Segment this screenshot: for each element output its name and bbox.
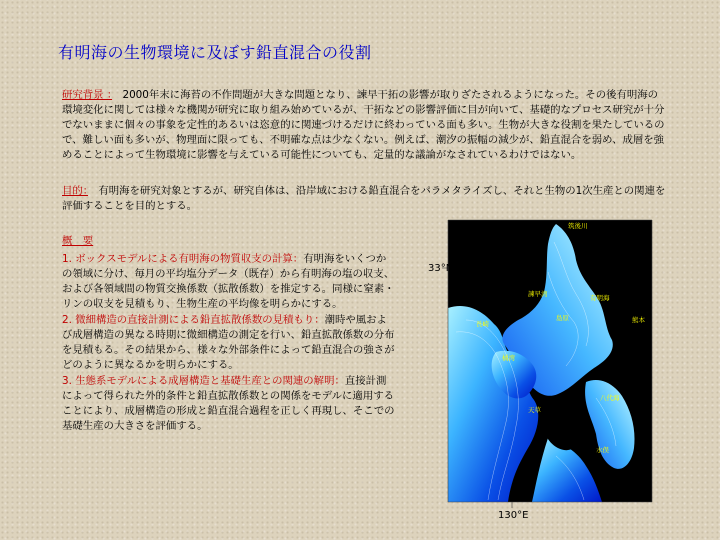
label-tachibana: 橘湾 (502, 354, 515, 362)
background-text: 2000年末に海苔の不作問題が大きな問題となり、諫早干拓の影響が取りざたされるようになった。その後有明海の環境変化に関しては様々な機関が研究に取り組み始めているが、干拓などの影響評価に目が向いて、基礎的なプロセス研究が十分でないままに個々の事象を定性的あるいは恣意的に関連づけるだけに終わっている面も多い。生物が大きな役割を果たしているので、難しい面も多いが、物理面に限っても、不明確な点は少なくない。例えば、潮汐の振幅の減少が、鉛直混合を弱め、成層を強めることによって生物環境に影響を与えている可能性についても、定量的な議論がなされているわけではない。 (62, 89, 665, 161)
overview-item-2 (62, 313, 396, 373)
ariake-bathymetry-map (428, 212, 666, 521)
purpose-text: 有明海を研究対象とするが、研究自体は、沿岸域における鉛直混合をパラメタライズし、それと生物の1次生産との関連を評価することを目的とする。 (62, 185, 666, 212)
label-chikugo: 筑後川 (568, 222, 588, 230)
label-amakusa: 天草 (528, 406, 541, 414)
longitude-label: 130°E (498, 510, 529, 521)
overview-item-3-text: 直接計測によって得られた外的条件と鉛直拡散係数との関係をモデルに適用することにより、成層構造の形成と鉛直混合過程を正しく再現し、そこでの基礎生産の大きさを評価する。 (62, 375, 395, 432)
overview-item-2-lead: 2. 微細構造の直接計測による鉛直拡散係数の見積もり： (62, 314, 325, 326)
page-title: 有明海の生物環境に及ぼす鉛直混合の役割 (58, 43, 372, 62)
label-kumamoto: 熊本 (632, 316, 645, 324)
background-label: 研究背景 ： (62, 89, 113, 101)
purpose-label: 目的： (62, 185, 88, 197)
overview-heading: 概 要 (62, 235, 94, 247)
label-ariake: 有明海 (590, 294, 610, 302)
overview-item-2-text: 潮時や風および成層構造の異なる時期に微細構造の測定を行い、鉛直拡散係数の分布を見積もる。その結果から、様々な外部条件によって鉛直混合の強さがどのように異なるかを明らかにする。 (62, 314, 395, 371)
latitude-label: 33°N (428, 263, 454, 274)
overview-item-1-text: 有明海をいくつかの領域に分け、毎月の平均塩分データ（既存）から有明海の塩の収支、および各領域間の物質交換係数（拡散係数）を推定する。同様に窒素・リンの収支を見積もり、生物生産の平均像を明らかにする。 (62, 253, 395, 310)
overview-item-1-lead: 1. ボックスモデルによる有明海の物質収支の計算： (62, 253, 304, 265)
overview-item-3 (62, 374, 396, 434)
research-purpose (62, 184, 666, 214)
overview-item-3-lead: 3. 生態系モデルによる成層構造と基礎生産との関連の解明： (62, 375, 345, 387)
label-minamata: 水俣 (596, 446, 609, 454)
overview-section (62, 234, 396, 434)
label-shimabara: 島原 (556, 314, 569, 322)
label-isahaya: 諫早湾 (528, 290, 548, 298)
label-yatsushiro: 八代海 (600, 394, 620, 402)
label-nagasaki: 長崎 (476, 320, 489, 328)
map-svg (428, 212, 666, 521)
research-background (62, 88, 666, 163)
overview-item-1 (62, 252, 396, 312)
